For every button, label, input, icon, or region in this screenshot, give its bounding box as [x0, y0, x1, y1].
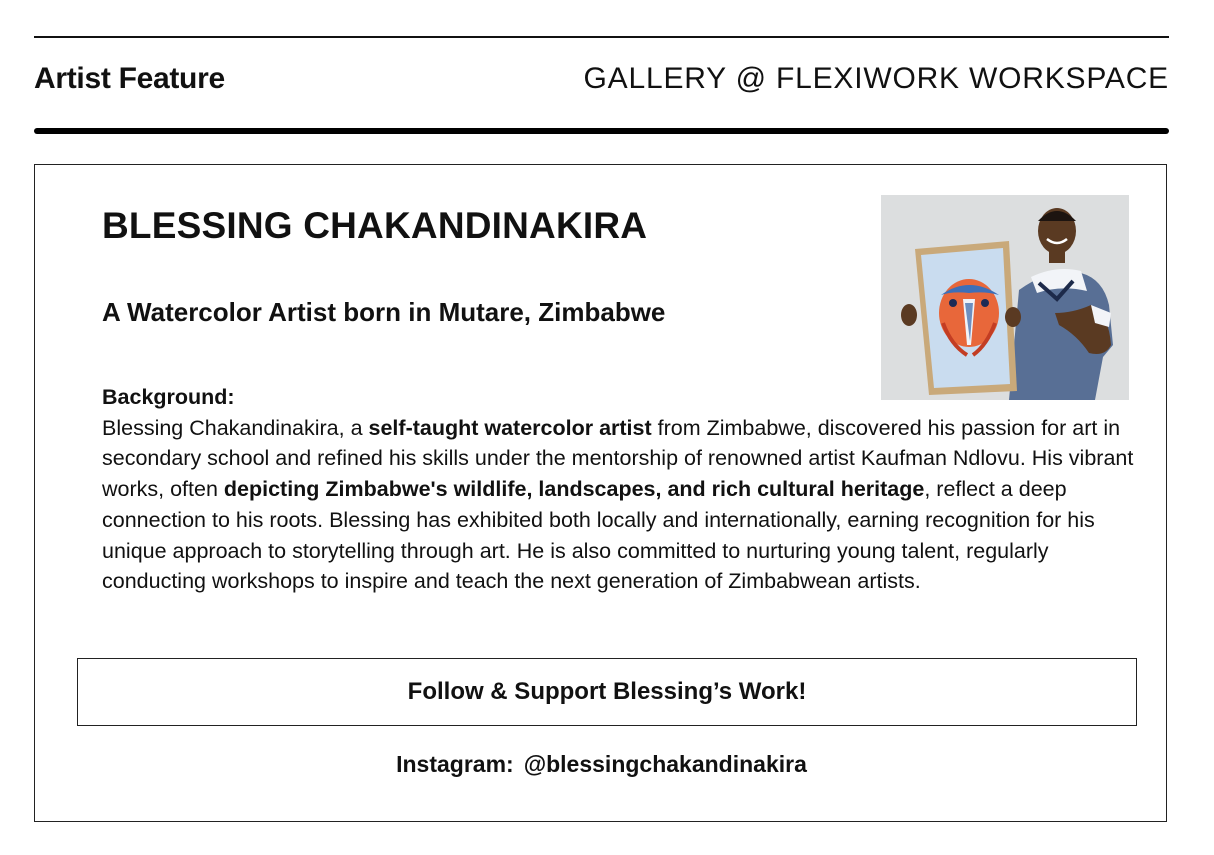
artist-name: BLESSING CHAKANDINAKIRA	[102, 205, 648, 246]
artist-photo-illustration	[881, 195, 1129, 400]
follow-banner	[77, 658, 1137, 726]
artist-photo	[881, 195, 1129, 400]
bio-text-3: , reflect a deep connection to his roots. Blessing has exhibited both locally and internationally, earning recognition for his unique approach to storytelling through art. He is also committed to nurturing young talent, regularly conducting workshops to inspire and teach the next generation of Zimbabwean artists.	[102, 477, 1095, 594]
gallery-title: GALLERY @ FLEXIWORK WORKSPACE	[583, 62, 1169, 95]
bio-highlight-2: depicting Zimbabwe's wildlife, landscapes, and rich cultural heritage	[223, 477, 925, 502]
section-label: Artist Feature	[34, 62, 225, 95]
follow-banner-text: Follow & Support Blessing’s Work!	[407, 678, 807, 705]
bio-section	[102, 382, 1137, 597]
bio-text-2: from Zimbabwe, discovered his passion for art in secondary school and refined his skills under the mentorship of renowned artist Kaufman Ndlovu. His vibrant works, often	[102, 415, 1134, 502]
artist-tagline: A Watercolor Artist born in Mutare, Zimbabwe	[102, 297, 666, 327]
bio-text-1: Blessing Chakandinakira, a	[102, 415, 369, 440]
bio-heading: Background:	[102, 385, 235, 409]
social-line	[35, 751, 1168, 778]
instagram-label: Instagram:	[396, 751, 514, 777]
artist-card	[34, 164, 1167, 822]
bio-highlight-1: self-taught watercolor artist	[368, 415, 652, 440]
top-divider	[34, 36, 1169, 38]
instagram-handle[interactable]: @blessingchakandinakira	[523, 751, 807, 777]
header-divider	[34, 128, 1169, 134]
